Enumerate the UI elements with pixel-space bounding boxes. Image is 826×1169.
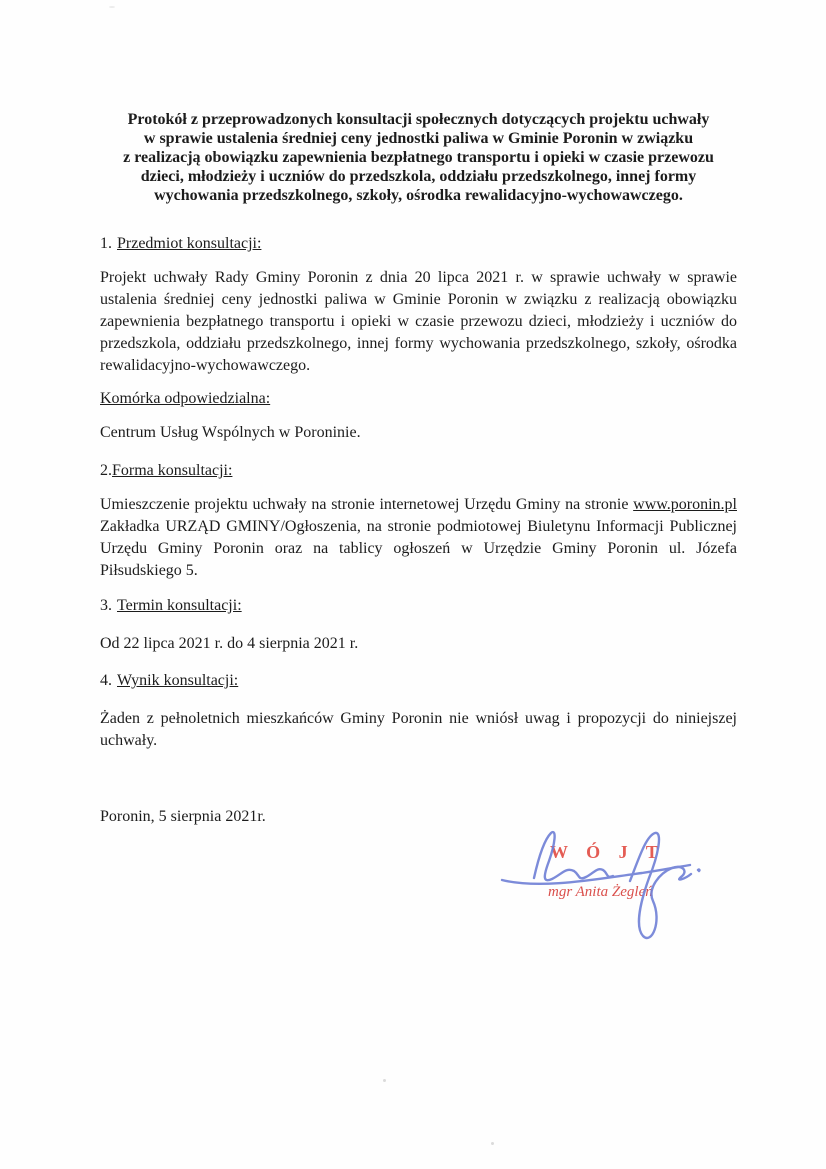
section-2-heading-text: Forma konsultacji:: [112, 462, 233, 479]
responsible-unit-heading-text: Komórka odpowiedzialna:: [100, 390, 271, 407]
signature-letters-stroke: [534, 832, 613, 880]
handwritten-signature: [492, 818, 732, 948]
section-3-heading: [100, 595, 737, 617]
section-2-number: 2.: [100, 462, 112, 479]
section-3-heading-text: Termin konsultacji:: [117, 597, 242, 614]
scan-artifact: [491, 1142, 494, 1145]
scan-artifact: [383, 1079, 386, 1082]
section-2-body-after-link: Zakładka URZĄD GMINY/Ogłoszenia, na stronie podmiotowej Biuletynu Informacji Publicznej Urzędu Gminy Poronin oraz na tablicy ogłoszeń w Urzędzie Gminy Poronin ul. Józefa Piłsudskiego 5.: [100, 518, 737, 579]
responsible-unit-body: Centrum Usług Wspólnych w Poroninie.: [100, 424, 361, 441]
poronin-url: www.poronin.pl: [633, 496, 737, 513]
section-4-number: 4.: [100, 672, 112, 689]
section-1-heading: [100, 233, 737, 255]
signature-flourish-stroke: [630, 833, 691, 938]
dateline: Poronin, 5 sierpnia 2021r.: [100, 808, 266, 825]
section-3-number: 3.: [100, 597, 112, 614]
section-2-heading: [100, 460, 737, 482]
wojt-stamp-name: mgr Anita Żegleń: [548, 884, 653, 900]
title-line: z realizacją obowiązku zapewnienia bezpłatnego transportu i opieki w czasie przewozu: [123, 149, 714, 166]
title-line: wychowania przedszkolnego, szkoły, ośrodka rewalidacyjno-wychowawczego.: [154, 187, 683, 204]
section-2-body: [100, 494, 737, 582]
section-4-heading-text: Wynik konsultacji:: [117, 672, 239, 689]
section-1-body: Projekt uchwały Rady Gminy Poronin z dnia 20 lipca 2021 r. w sprawie uchwały w sprawie ustalenia średniej ceny jednostki paliwa w Gminie Poronin w związku z realizacją obowiązku zapewnienia bezpłatnego transportu i opieki w czasie przewozu dzieci, młodzieży i uczniów do przedszkola, oddziału przedszkolnego, innej formy wychowania przedszkolnego, szkoły, ośrodka rewalidacyjno-wychowawczego.: [100, 269, 737, 374]
document-title: [100, 110, 737, 205]
section-3-body: Od 22 lipca 2021 r. do 4 sierpnia 2021 r.: [100, 635, 359, 652]
signature-end-dot: [698, 870, 699, 871]
section-4-body: Żaden z pełnoletnich mieszkańców Gminy Poronin nie wniósł uwag i propozycji do niniejszej uchwały.: [100, 710, 737, 749]
section-1-heading-text: Przedmiot konsultacji:: [117, 235, 262, 252]
section-2-body-before-link: Umieszczenie projektu uchwały na stronie internetowej Urzędu Gminy na stronie: [100, 496, 634, 513]
scan-artifact: [109, 6, 115, 8]
title-line: Protokół z przeprowadzonych konsultacji społecznych dotyczących projektu uchwały: [127, 111, 710, 128]
section-1-number: 1.: [100, 235, 112, 252]
title-line: dzieci, młodzieży i uczniów do przedszkola, oddziału przedszkolnego, innej formy: [140, 168, 697, 185]
responsible-unit-heading: [100, 388, 737, 410]
section-4-heading: [100, 670, 737, 692]
wojt-stamp-title: W Ó J T: [550, 842, 665, 862]
title-line: w sprawie ustalenia średniej ceny jednostki paliwa w Gminie Poronin w związku: [143, 130, 694, 147]
